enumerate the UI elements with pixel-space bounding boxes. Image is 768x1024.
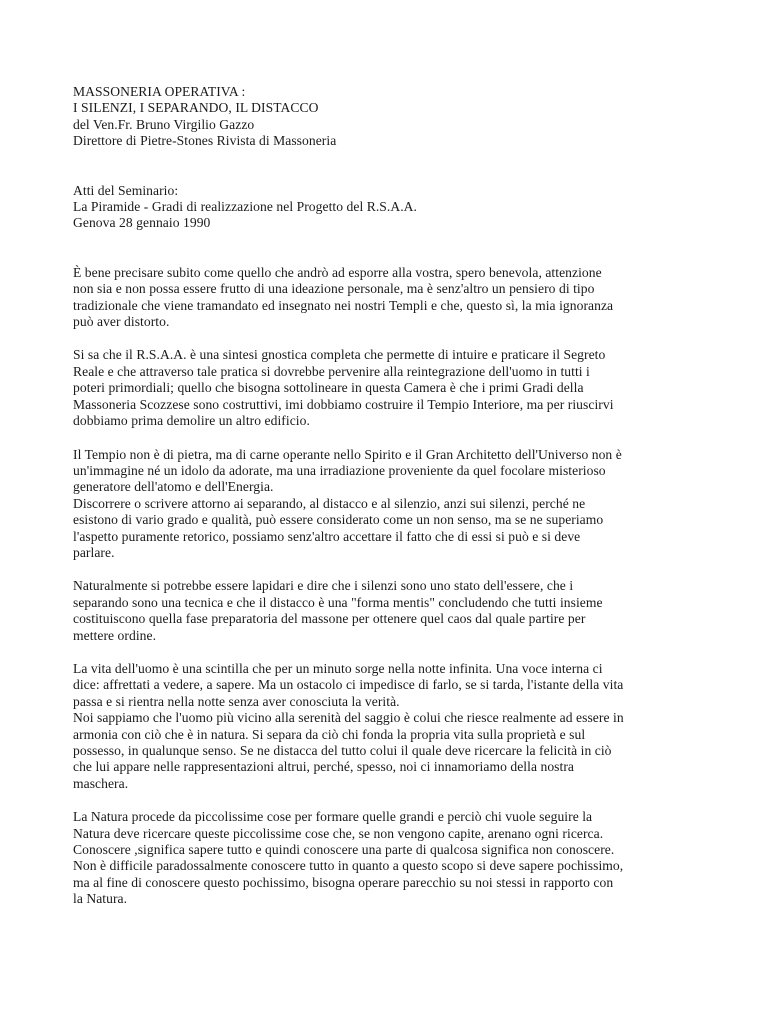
text-line: separando sono una tecnica e che il distacco è una "forma mentis" concludendo che tutti insieme <box>73 594 603 610</box>
text-line: l'aspetto puramente retorico, possiamo senz'altro accettare il fatto che di essi si può e si deve <box>73 528 581 544</box>
text-line: È bene precisare subito come quello che andrò ad esporre alla vostra, spero benevola, attenzione <box>73 264 602 280</box>
text-line: che lui appare nelle rappresentazioni altrui, perché, spesso, noi ci innamoriamo della nostra <box>73 759 575 775</box>
text-line: Il Tempio non è di pietra, ma di carne operante nello Spirito e il Gran Architetto dell'Universo non è <box>73 446 622 462</box>
seminar-label: Atti del Seminario: <box>73 182 179 198</box>
text-line: la Natura. <box>73 891 128 907</box>
paragraph-6 <box>73 809 728 907</box>
text-line: Natura deve ricercare queste piccolissime cose che, se non vengono capite, arenano ogni ricerca. <box>73 825 604 841</box>
text-line: ma al fine di conoscere questo pochissimo, bisogna operare parecchio su noi stessi in rapporto con <box>73 874 614 890</box>
paragraph-1 <box>73 265 728 331</box>
document-title-line-1: MASSONERIA OPERATIVA : <box>73 84 246 99</box>
text-line: costituiscono quella fase preparatoria del massone per ottenere quel caos dal quale partire per <box>73 611 586 627</box>
document-body <box>73 265 728 908</box>
text-line: Discorrere o scrivere attorno ai separando, al distacco e al silenzio, anzi sui silenzi, perché ne <box>73 495 586 511</box>
text-line: generatore dell'atomo e dell'Energia. <box>73 479 274 495</box>
text-line: esistono di vario grado e qualità, può essere considerato come un non senso, ma se ne superiamo <box>73 512 604 528</box>
text-line: La vita dell'uomo è una scintilla che per un minuto sorge nella notte infinita. Una voce interna ci <box>73 660 603 676</box>
text-line: Naturalmente si potrebbe essere lapidari e dire che i silenzi sono uno stato dell'essere, che i <box>73 578 574 594</box>
seminar-info <box>73 183 728 232</box>
text-line: possesso, in qualunque senso. Se ne distacca del tutto colui il quale deve ricercare la felicità in ciò <box>73 743 612 758</box>
seminar-title: La Piramide - Gradi di realizzazione nel Progetto del R.S.A.A. <box>73 199 417 215</box>
text-line: dice: affrettati a vedere, a sapere. Ma un ostacolo ci impedisce di farlo, se si tarda, l'istante della vita <box>73 677 624 693</box>
text-line: Conoscere ,significa sapere tutto e quindi conoscere una parte di qualcosa significa non conoscere. <box>73 842 615 858</box>
text-line: parlare. <box>73 544 115 560</box>
document-author: del Ven.Fr. Bruno Virgilio Gazzo <box>73 116 255 132</box>
text-line: un'immagine né un idolo da adorate, ma una irradiazione proveniente da quel focolare misterioso <box>73 462 606 478</box>
document-page <box>73 84 728 908</box>
text-line: tradizionale che viene tramandato ed insegnato nei nostri Templi e che, questo sì, la mia ignoranza <box>73 297 614 313</box>
text-line: dobbiamo prima demolire un altro edificio. <box>73 413 310 429</box>
text-line: può aver distorto. <box>73 314 170 330</box>
text-line: passa e si rientra nella notte senza aver conosciuta la verità. <box>73 693 400 709</box>
paragraph-3 <box>73 447 728 562</box>
paragraph-2 <box>73 347 728 429</box>
text-line: Reale e che attraverso tale pratica si dovrebbe pervenire alla reintegrazione dell'uomo in tutti i <box>73 363 590 379</box>
seminar-date: Genova 28 gennaio 1990 <box>73 215 211 231</box>
text-line: mettere ordine. <box>73 627 157 643</box>
paragraph-5 <box>73 661 728 792</box>
document-title-line-2: I SILENZI, I SEPARANDO, IL DISTACCO <box>73 100 319 116</box>
document-header <box>73 84 728 150</box>
text-line: armonia con ciò che è in natura. Si separa da ciò chi fonda la propria vita sulla proprietà e sul <box>73 726 586 742</box>
document-author-role: Direttore di Pietre-Stones Rivista di Massoneria <box>73 133 337 149</box>
text-line: non sia e non possa essere frutto di una ideazione personale, ma è senz'altro un pensiero di tipo <box>73 281 595 297</box>
text-line: La Natura procede da piccolissime cose per formare quelle grandi e perciò chi vuole seguire la <box>73 809 593 825</box>
text-line: Si sa che il R.S.A.A. è una sintesi gnostica completa che permette di intuire e praticare il Segreto <box>73 347 606 363</box>
text-line: Massoneria Scozzese sono costruttivi, imi dobbiamo costruire il Tempio Interiore, ma per riuscirvi <box>73 396 614 412</box>
text-line: maschera. <box>73 775 129 791</box>
text-line: Non è difficile paradossalmente conoscere tutto in quanto a questo scopo si deve sapere pochissimo, <box>73 858 624 874</box>
paragraph-4 <box>73 578 728 644</box>
text-line: Noi sappiamo che l'uomo più vicino alla serenità del saggio è colui che riesce realmente ad essere in <box>73 710 624 726</box>
text-line: poteri primordiali; quello che bisogna sottolineare in questa Camera è che i primi Gradi della <box>73 380 584 396</box>
